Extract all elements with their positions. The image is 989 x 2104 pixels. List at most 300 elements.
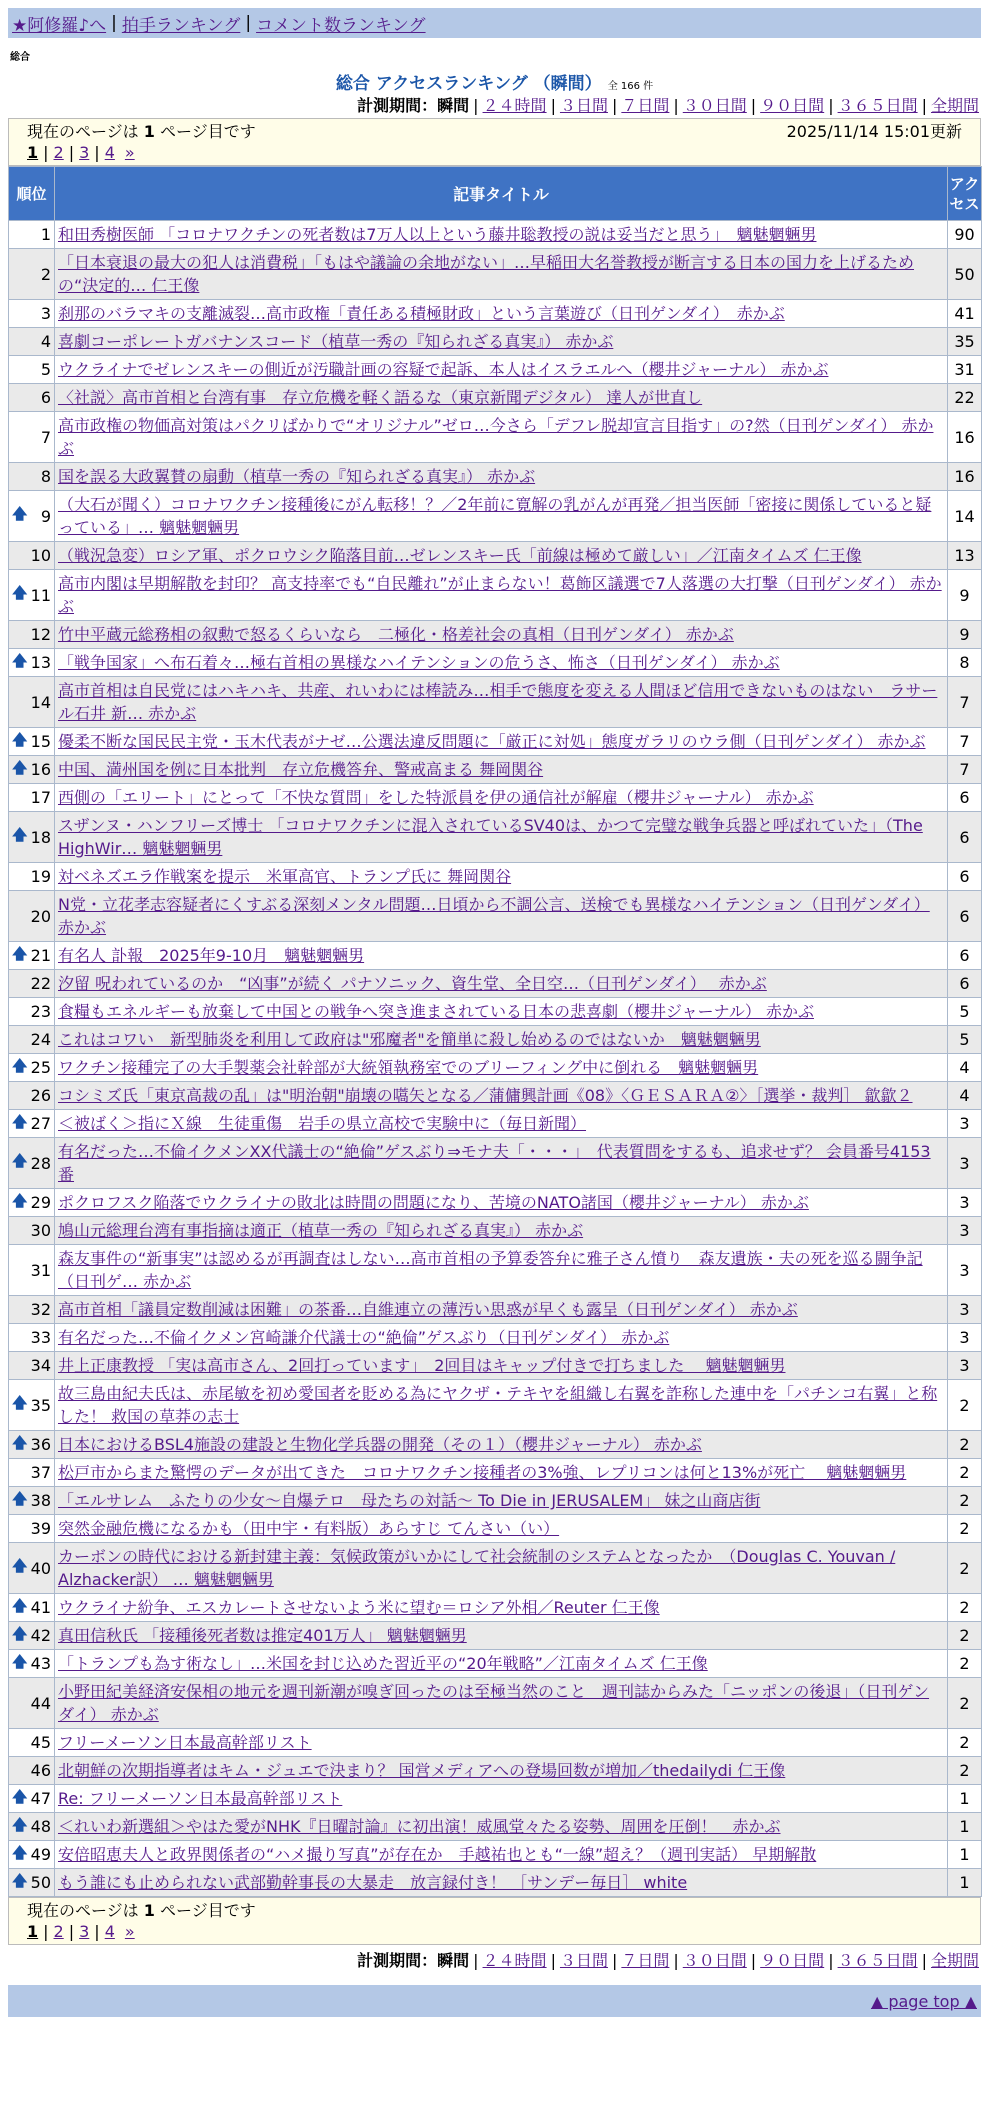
access-count: 7 bbox=[948, 677, 982, 728]
article-link[interactable]: 故三島由紀夫氏は、赤尾敏を初め愛国者を貶める為にヤクザ・テキヤを組織し右翼を詐称した連中を「パチンコ右翼」と称した！ 救国の草莽の志士 bbox=[58, 1384, 938, 1426]
title-cell bbox=[55, 384, 948, 412]
rank-cell bbox=[9, 998, 55, 1026]
article-link[interactable]: 食糧もエネルギーも放棄して中国との戦争へ突き進まされている日本の悲喜劇（櫻井ジャーナル） 赤かぶ bbox=[58, 1002, 814, 1021]
footer-bar bbox=[8, 1985, 981, 2017]
rank-cell bbox=[9, 1459, 55, 1487]
table-row bbox=[9, 1813, 982, 1841]
period-link-0[interactable]: ２４時間 bbox=[482, 96, 547, 115]
article-link[interactable]: 安倍昭恵夫人と政界関係者の“ハメ撮り写真”が存在か 手越祐也とも“一線”超え？（週刊実話） 早期解散 bbox=[58, 1845, 817, 1864]
up-arrow-icon: 🡅 bbox=[12, 1556, 28, 1575]
up-arrow-icon: 🡅 bbox=[12, 1393, 28, 1412]
access-count: 7 bbox=[948, 756, 982, 784]
rank-cell bbox=[9, 1245, 55, 1296]
pager-page-2[interactable]: 2 bbox=[53, 1922, 64, 1941]
article-link[interactable]: 高市首相「議員定数削減は困難」の茶番…自維連立の薄汚い思惑が早くも露呈（日刊ゲンダイ） 赤かぶ bbox=[58, 1300, 798, 1319]
access-count: 41 bbox=[948, 300, 982, 328]
rank-cell bbox=[9, 570, 55, 621]
period-selector-bottom bbox=[8, 1949, 981, 1973]
period-link-2[interactable]: ７日間 bbox=[621, 1951, 670, 1970]
rank-number: 3 bbox=[40, 304, 51, 323]
rank-cell bbox=[9, 1431, 55, 1459]
period-link-3[interactable]: ３０日間 bbox=[682, 96, 747, 115]
title-cell bbox=[55, 1841, 948, 1869]
article-link[interactable]: 真田信秋氏 「接種後死者数は推定401万人」 魑魅魍魎男 bbox=[58, 1626, 467, 1645]
title-cell bbox=[55, 891, 948, 942]
title-cell bbox=[55, 1785, 948, 1813]
period-link-1[interactable]: ３日間 bbox=[559, 1951, 608, 1970]
rank-number: 37 bbox=[30, 1463, 51, 1482]
article-link[interactable]: 刹那のバラマキの支離滅裂…高市政権「責任ある積極財政」という言葉遊び（日刊ゲンダイ） 赤かぶ bbox=[58, 304, 785, 323]
page-title-text: 総合 アクセスランキング （瞬間） bbox=[335, 74, 602, 94]
access-count: 6 bbox=[948, 812, 982, 863]
rank-number: 34 bbox=[30, 1356, 51, 1375]
access-count: 9 bbox=[948, 621, 982, 649]
rank-cell bbox=[9, 1487, 55, 1515]
article-link[interactable]: コシミズ氏「東京高裁の乱」は"明治朝"崩壊の嚆矢となる／蒲傭興計画《08》〈ＧＥＳＡＲＡ②〉［選挙・裁判］ 歙歙２ bbox=[58, 1086, 913, 1105]
rank-cell bbox=[9, 1650, 55, 1678]
access-count: 6 bbox=[948, 784, 982, 812]
article-link[interactable]: 有名だった…不倫イクメンXX代議士の“絶倫”ゲスぶり⇒モナ夫「・・・」 代表質問をするも、追求せず？ 会員番号4153番 bbox=[58, 1142, 931, 1184]
access-count: 7 bbox=[948, 728, 982, 756]
separator: | bbox=[611, 96, 618, 115]
up-arrow-icon: 🡅 bbox=[12, 758, 28, 776]
period-link-5[interactable]: ３６５日間 bbox=[837, 1951, 918, 1970]
rank-number: 6 bbox=[40, 388, 51, 407]
rank-number: 5 bbox=[40, 360, 51, 379]
title-cell bbox=[55, 621, 948, 649]
article-link[interactable]: 井上正康教授 「実は高市さん、2回打っています」 2回目はキャップ付きで打ちました 魑魅魍魎男 bbox=[58, 1356, 786, 1375]
up-arrow-icon: 🡅 bbox=[12, 1151, 28, 1170]
table-row bbox=[9, 1352, 982, 1380]
article-link[interactable]: 竹中平蔵元総務相の叙勲で怒るくらいなら 二極化・格差社会の真相（日刊ゲンダイ） 赤かぶ bbox=[58, 625, 734, 644]
access-count: 2 bbox=[948, 1757, 982, 1785]
table-row bbox=[9, 1650, 982, 1678]
access-count: 6 bbox=[948, 942, 982, 970]
period-link-0[interactable]: ２４時間 bbox=[482, 1951, 547, 1970]
title-cell bbox=[55, 300, 948, 328]
rank-cell bbox=[9, 1352, 55, 1380]
article-link[interactable]: （戦況急変）ロシア軍、ポクロウシク陥落目前…ゼレンスキー氏「前線は極めて厳しい」／江南タイムズ 仁王像 bbox=[58, 546, 862, 565]
article-link[interactable]: 小野田紀美経済安保相の地元を週刊新潮が嗅ぎ回ったのは至極当然のこと 週刊誌からみた「ニッポンの後退」（日刊ゲンダイ） 赤かぶ bbox=[58, 1682, 930, 1724]
rank-number: 31 bbox=[30, 1260, 51, 1280]
header-rank: 順位 bbox=[9, 167, 55, 221]
up-arrow-icon: 🡅 bbox=[12, 1843, 28, 1861]
rank-number: 20 bbox=[30, 906, 51, 926]
title-cell bbox=[55, 1054, 948, 1082]
period-current: 瞬間 bbox=[437, 1951, 470, 1970]
rank-number: 17 bbox=[30, 788, 51, 807]
rank-number: 11 bbox=[30, 585, 51, 605]
access-count: 4 bbox=[948, 1082, 982, 1110]
access-count: 2 bbox=[948, 1380, 982, 1431]
top-link-comment-ranking[interactable]: コメント数ランキング bbox=[256, 15, 426, 36]
title-cell bbox=[55, 649, 948, 677]
article-link[interactable]: もう誰にも止められない武部勤幹事長の大暴走 放言録付き！ ［サンデー毎日］ white bbox=[58, 1873, 688, 1892]
article-link[interactable]: 汐留 呪われているのか “凶事”が続く パナソニック、資生堂、全日空…（日刊ゲンダイ） 赤かぶ bbox=[58, 974, 767, 993]
pager-bottom: 1 | 2 | 3 | 4 » bbox=[27, 1922, 135, 1941]
rank-number: 8 bbox=[40, 467, 51, 486]
separator: | bbox=[611, 1951, 618, 1970]
article-link[interactable]: 森友事件の“新事実”は認めるが再調査はしない…高市首相の予算委答弁に雅子さん憤り 森友遺族・夫の死を巡る闘争記（日刊ゲ… 赤かぶ bbox=[58, 1249, 923, 1291]
up-arrow-icon: 🡅 bbox=[12, 651, 28, 669]
separator: | bbox=[673, 1951, 679, 1970]
article-link[interactable]: ＜被ばく＞指にＸ線 生徒重傷 岩手の県立高校で実験中に（毎日新聞） bbox=[58, 1114, 587, 1133]
separator: | bbox=[828, 96, 834, 115]
access-count: 2 bbox=[948, 1622, 982, 1650]
rank-number: 12 bbox=[30, 625, 51, 644]
period-link-3[interactable]: ３０日間 bbox=[682, 1951, 747, 1970]
title-cell bbox=[55, 1543, 948, 1594]
table-row bbox=[9, 1054, 982, 1082]
up-arrow-icon: 🡅 bbox=[12, 1433, 28, 1451]
top-link-ashura[interactable]: ★阿修羅♪へ bbox=[12, 15, 107, 36]
article-link[interactable]: 喜劇コーポレートガバナンスコード（植草一秀の『知られざる真実』） 赤かぶ bbox=[58, 332, 614, 351]
article-link[interactable]: 松戸市からまた驚愕のデータが出てきた コロナワクチン接種者の3%強、レプリコンは何と13%が死亡 魑魅魍魎男 bbox=[58, 1463, 907, 1482]
rank-number: 35 bbox=[30, 1395, 51, 1415]
article-link[interactable]: （大石が聞く）コロナワクチン接種後にがん転移！？／2年前に寛解の乳がんが再発／担当医師「密接に関係していると疑っている」… 魑魅魍魎男 bbox=[58, 495, 932, 537]
rank-cell bbox=[9, 891, 55, 942]
access-count: 6 bbox=[948, 863, 982, 891]
title-cell bbox=[55, 1138, 948, 1189]
table-row bbox=[9, 1324, 982, 1352]
separator: | bbox=[473, 96, 479, 115]
table-row bbox=[9, 1543, 982, 1594]
access-count: 3 bbox=[948, 1138, 982, 1189]
up-arrow-icon: 🡅 bbox=[12, 1596, 28, 1614]
article-link[interactable]: フリーメーソン日本最高幹部リスト bbox=[58, 1733, 312, 1752]
title-cell bbox=[55, 463, 948, 491]
access-count: 16 bbox=[948, 412, 982, 463]
rank-number: 33 bbox=[30, 1328, 51, 1347]
article-link[interactable]: 有名人 訃報 2025年9-10月 魑魅魍魎男 bbox=[58, 946, 365, 965]
title-cell bbox=[55, 1729, 948, 1757]
rank-cell bbox=[9, 812, 55, 863]
access-count: 3 bbox=[948, 1296, 982, 1324]
access-count: 2 bbox=[948, 1729, 982, 1757]
table-row bbox=[9, 1622, 982, 1650]
article-link[interactable]: 国を誤る大政翼賛の扇動（植草一秀の『知られざる真実』） 赤かぶ bbox=[58, 467, 536, 486]
rank-number: 14 bbox=[30, 692, 51, 712]
separator: | bbox=[828, 1951, 834, 1970]
article-link[interactable]: 高市政権の物価高対策はパクリばかりで“オリジナル”ゼロ…今さら「デフレ脱却宣言目指す」の?然（日刊ゲンダイ） 赤かぶ bbox=[58, 416, 934, 458]
title-cell bbox=[55, 412, 948, 463]
period-current: 瞬間 bbox=[437, 96, 470, 115]
article-link[interactable]: スザンヌ・ハンフリーズ博士 「コロナワクチンに混入されているSV40は、かつて完璧な戦争兵器と呼ばれていた」（The HighWir… 魑魅魍魎男 bbox=[58, 816, 923, 858]
up-arrow-icon: 🡅 bbox=[12, 504, 28, 523]
rank-number: 26 bbox=[30, 1086, 51, 1105]
up-arrow-icon: 🡅 bbox=[12, 583, 28, 602]
table-row bbox=[9, 942, 982, 970]
title-cell bbox=[55, 1431, 948, 1459]
access-count: 5 bbox=[948, 1026, 982, 1054]
title-cell bbox=[55, 998, 948, 1026]
title-cell bbox=[55, 677, 948, 728]
access-count: 2 bbox=[948, 1650, 982, 1678]
title-cell bbox=[55, 1324, 948, 1352]
rank-cell bbox=[9, 1296, 55, 1324]
pager-page-3[interactable]: 3 bbox=[79, 143, 90, 162]
ranking-table bbox=[8, 166, 982, 1897]
table-row bbox=[9, 463, 982, 491]
rank-cell bbox=[9, 649, 55, 677]
rank-number: 42 bbox=[30, 1626, 51, 1645]
pager-page-4[interactable]: 4 bbox=[104, 143, 115, 162]
table-row bbox=[9, 300, 982, 328]
table-row bbox=[9, 1594, 982, 1622]
article-link[interactable]: ＜れいわ新選組＞やはた愛がNHK『日曜討論』に初出演！威風堂々たる姿勢、周囲を圧倒！ 赤かぶ bbox=[58, 1817, 781, 1836]
article-link[interactable]: 有名だった…不倫イクメン宮崎謙介代議士の“絶倫”ゲスぶり（日刊ゲンダイ） 赤かぶ bbox=[58, 1328, 670, 1347]
access-count: 2 bbox=[948, 1515, 982, 1543]
title-cell bbox=[55, 812, 948, 863]
table-row bbox=[9, 1245, 982, 1296]
rank-cell bbox=[9, 1515, 55, 1543]
article-link[interactable]: 和田秀樹医師 「コロナワクチンの死者数は7万人以上という藤井聡教授の説は妥当だと思う」 魑魅魍魎男 bbox=[58, 225, 817, 244]
title-cell bbox=[55, 1110, 948, 1138]
rank-cell bbox=[9, 1594, 55, 1622]
title-cell bbox=[55, 328, 948, 356]
table-row bbox=[9, 542, 982, 570]
table-row bbox=[9, 621, 982, 649]
rank-number: 7 bbox=[40, 427, 51, 447]
rank-number: 10 bbox=[30, 546, 51, 565]
separator: | bbox=[550, 1951, 556, 1970]
title-cell bbox=[55, 1189, 948, 1217]
rank-number: 39 bbox=[30, 1519, 51, 1538]
rank-number: 2 bbox=[40, 264, 51, 284]
article-link[interactable]: 高市内閣は早期解散を封印？ 高支持率でも“自民離れ”が止まらない！葛飾区議選で7人落選の大打撃（日刊ゲンダイ） 赤かぶ bbox=[58, 574, 942, 616]
rank-number: 13 bbox=[30, 653, 51, 672]
title-cell bbox=[55, 1813, 948, 1841]
rank-number: 25 bbox=[30, 1058, 51, 1077]
access-count: 14 bbox=[948, 491, 982, 542]
rank-number: 47 bbox=[30, 1789, 51, 1808]
period-link-4[interactable]: ９０日間 bbox=[760, 96, 825, 115]
access-count: 31 bbox=[948, 356, 982, 384]
page-top-link[interactable]: ▲ page top ▲ bbox=[870, 1991, 977, 2011]
title-cell bbox=[55, 1622, 948, 1650]
separator: | bbox=[473, 1951, 479, 1970]
table-row bbox=[9, 1189, 982, 1217]
access-count: 35 bbox=[948, 328, 982, 356]
top-link-applause-ranking[interactable]: 拍手ランキング bbox=[121, 15, 241, 36]
article-link[interactable]: ウクライナでゼレンスキーの側近が汚職計画の容疑で起訴、本人はイスラエルへ（櫻井ジャーナル） 赤かぶ bbox=[58, 360, 829, 379]
article-link[interactable]: 優柔不断な国民民主党・玉木代表がナゼ…公選法違反問題に「厳正に対処」態度ガラリのウラ側（日刊ゲンダイ） 赤かぶ bbox=[58, 732, 926, 751]
rank-cell bbox=[9, 621, 55, 649]
separator: | bbox=[550, 96, 556, 115]
rank-number: 4 bbox=[40, 332, 51, 351]
rank-cell bbox=[9, 942, 55, 970]
up-arrow-icon: 🡅 bbox=[12, 1056, 28, 1074]
rank-number: 45 bbox=[30, 1733, 51, 1752]
rank-cell bbox=[9, 1380, 55, 1431]
article-link[interactable]: ポクロフスク陥落でウクライナの敗北は時間の問題になり、苦境のNATO諸国（櫻井ジャーナル） 赤かぶ bbox=[58, 1193, 809, 1212]
period-label: 計測期間： bbox=[357, 96, 438, 115]
rank-number: 38 bbox=[30, 1491, 51, 1510]
article-link[interactable]: 鳩山元総理台湾有事指摘は適正（植草一秀の『知られざる真実』） 赤かぶ bbox=[58, 1221, 584, 1240]
rank-number: 49 bbox=[30, 1845, 51, 1864]
page-info-box-bottom bbox=[8, 1897, 981, 1945]
title-cell bbox=[55, 1515, 948, 1543]
table-row bbox=[9, 1138, 982, 1189]
rank-cell bbox=[9, 491, 55, 542]
rank-cell bbox=[9, 1678, 55, 1729]
period-link-1[interactable]: ３日間 bbox=[559, 96, 608, 115]
table-row bbox=[9, 677, 982, 728]
pager-page-2[interactable]: 2 bbox=[53, 143, 64, 162]
access-count: 3 bbox=[948, 1189, 982, 1217]
pager-next[interactable]: » bbox=[124, 143, 135, 162]
title-cell bbox=[55, 1869, 948, 1897]
rank-cell bbox=[9, 1217, 55, 1245]
separator: | bbox=[245, 13, 252, 33]
rank-number: 30 bbox=[30, 1221, 51, 1240]
rank-number: 36 bbox=[30, 1435, 51, 1454]
article-link[interactable]: 高市首相は自民党にはハキハキ、共産、れいわには棒読み…相手で態度を変える人間ほど信用できないものはない ラサール石井 新… 赤かぶ bbox=[58, 681, 938, 723]
access-count: 2 bbox=[948, 1487, 982, 1515]
period-link-5[interactable]: ３６５日間 bbox=[837, 96, 918, 115]
table-row bbox=[9, 1729, 982, 1757]
access-count: 6 bbox=[948, 970, 982, 998]
current-page-text-bottom: 現在のページは 1 ページ目です bbox=[27, 1901, 256, 1920]
period-link-6[interactable]: 全期間 bbox=[930, 96, 979, 115]
article-link[interactable]: N党・立花孝志容疑者にくすぶる深刻メンタル問題…日頃から不調公言、送検でも異様なハイテンション（日刊ゲンダイ） 赤かぶ bbox=[58, 895, 930, 937]
article-link[interactable]: 突然金融危機になるかも（田中宇・有料版）あらすじ てんさい（い） bbox=[58, 1519, 560, 1538]
table-row bbox=[9, 412, 982, 463]
header-title: 記事タイトル bbox=[55, 167, 948, 221]
period-link-4[interactable]: ９０日間 bbox=[760, 1951, 825, 1970]
rank-cell bbox=[9, 1757, 55, 1785]
access-count: 13 bbox=[948, 542, 982, 570]
rank-cell bbox=[9, 863, 55, 891]
period-link-2[interactable]: ７日間 bbox=[621, 96, 670, 115]
total-count: 全 166 件 bbox=[607, 81, 654, 92]
article-link[interactable]: 「エルサレム ふたりの少女～自爆テロ 母たちの対話～ To Die in JERUSALEM」 妹之山商店街 bbox=[58, 1491, 761, 1510]
rank-number: 48 bbox=[30, 1817, 51, 1836]
current-page-text: 現在のページは 1 ページ目です bbox=[27, 122, 256, 141]
rank-cell bbox=[9, 1841, 55, 1869]
access-count: 1 bbox=[948, 1841, 982, 1869]
table-row bbox=[9, 1678, 982, 1729]
access-count: 3 bbox=[948, 1245, 982, 1296]
article-link[interactable]: カーボンの時代における新封建主義：気候政策がいかにして社会統制のシステムとなったか （Douglas C. Youvan / Alzhacker訳） … 魑魅魍魎男 bbox=[58, 1547, 896, 1589]
article-link[interactable]: 「日本衰退の最大の犯人は消費税」「もはや議論の余地がない」…早稲田大名誉教授が断言する日本の国力を上げるための“決定的… 仁王像 bbox=[58, 253, 915, 295]
article-link[interactable]: 西側の「エリート」にとって「不快な質問」をした特派員を伊の通信社が解雇（櫻井ジャーナル） 赤かぶ bbox=[58, 788, 814, 807]
rank-cell bbox=[9, 1729, 55, 1757]
rank-cell bbox=[9, 1082, 55, 1110]
pager-next[interactable]: » bbox=[124, 1922, 135, 1941]
table-row bbox=[9, 1757, 982, 1785]
article-link[interactable]: 〈社説〉高市首相と台湾有事 存立危機を軽く語るな（東京新聞デジタル） 達人が世直し bbox=[58, 388, 703, 407]
table-row bbox=[9, 891, 982, 942]
article-link[interactable]: ウクライナ紛争、エスカレートさせないよう米に望む＝ロシア外相／Reuter 仁王像 bbox=[58, 1598, 660, 1617]
access-count: 8 bbox=[948, 649, 982, 677]
access-count: 1 bbox=[948, 1869, 982, 1897]
rank-number: 15 bbox=[30, 732, 51, 751]
table-row bbox=[9, 1869, 982, 1897]
article-link[interactable]: 日本におけるBSL4施設の建設と生物化学兵器の開発（その１）（櫻井ジャーナル） 赤かぶ bbox=[58, 1435, 702, 1454]
up-arrow-icon: 🡅 bbox=[12, 1787, 28, 1805]
access-count: 4 bbox=[948, 1054, 982, 1082]
title-cell bbox=[55, 1245, 948, 1296]
title-cell bbox=[55, 1594, 948, 1622]
rank-cell bbox=[9, 300, 55, 328]
table-row bbox=[9, 784, 982, 812]
title-cell bbox=[55, 1678, 948, 1729]
rank-number: 43 bbox=[30, 1654, 51, 1673]
updated-timestamp: 2025/11/14 15:01更新 bbox=[786, 122, 962, 141]
title-cell bbox=[55, 1352, 948, 1380]
rank-number: 50 bbox=[30, 1873, 51, 1892]
rank-number: 23 bbox=[30, 1002, 51, 1021]
table-row bbox=[9, 1380, 982, 1431]
table-row bbox=[9, 221, 982, 249]
rank-cell bbox=[9, 249, 55, 300]
title-cell bbox=[55, 1650, 948, 1678]
table-row bbox=[9, 970, 982, 998]
period-label: 計測期間： bbox=[357, 1951, 438, 1970]
period-link-6[interactable]: 全期間 bbox=[930, 1951, 979, 1970]
article-link[interactable]: 「戦争国家」へ布石着々…極右首相の異様なハイテンションの危うさ、怖さ（日刊ゲンダイ） 赤かぶ bbox=[58, 653, 780, 672]
access-count: 9 bbox=[948, 570, 982, 621]
period-selector-top bbox=[8, 94, 981, 118]
rank-number: 1 bbox=[40, 225, 51, 244]
title-cell bbox=[55, 1296, 948, 1324]
table-row bbox=[9, 812, 982, 863]
title-cell bbox=[55, 942, 948, 970]
table-row bbox=[9, 570, 982, 621]
rank-number: 24 bbox=[30, 1030, 51, 1049]
pager-page-3[interactable]: 3 bbox=[79, 1922, 90, 1941]
pager-page-4[interactable]: 4 bbox=[104, 1922, 115, 1941]
rank-cell bbox=[9, 328, 55, 356]
access-count: 2 bbox=[948, 1594, 982, 1622]
article-link[interactable]: 「トランプも為す術なし」…米国を封じ込めた習近平の“20年戦略”／江南タイムズ 仁王像 bbox=[58, 1654, 708, 1673]
rank-cell bbox=[9, 1324, 55, 1352]
article-link[interactable]: 北朝鮮の次期指導者はキム・ジュエで決まり？ 国営メディアへの登場回数が増加／thedailydi 仁王像 bbox=[58, 1761, 786, 1780]
title-cell bbox=[55, 221, 948, 249]
rank-cell bbox=[9, 1138, 55, 1189]
rank-cell bbox=[9, 1622, 55, 1650]
up-arrow-icon: 🡅 bbox=[12, 1815, 28, 1833]
article-link[interactable]: 対ベネズエラ作戦案を提示 米軍高官、トランプ氏に 舞岡関谷 bbox=[58, 867, 512, 886]
article-link[interactable]: 中国、満州国を例に日本批判 存立危機答弁、警戒高まる 舞岡関谷 bbox=[58, 760, 544, 779]
access-count: 16 bbox=[948, 463, 982, 491]
access-count: 3 bbox=[948, 1217, 982, 1245]
article-link[interactable]: これはコワい 新型肺炎を利用して政府は"邪魔者"を簡単に殺し始めるのではないか 魑魅魍魎男 bbox=[58, 1030, 761, 1049]
article-link[interactable]: Re: フリーメーソン日本最高幹部リスト bbox=[58, 1789, 343, 1808]
rank-number: 21 bbox=[30, 946, 51, 965]
article-link[interactable]: ワクチン接種完了の大手製薬会社幹部が大統領執務室でのブリーフィング中に倒れる 魑魅魍魎男 bbox=[58, 1058, 759, 1077]
table-row bbox=[9, 863, 982, 891]
title-cell bbox=[55, 1459, 948, 1487]
rank-cell bbox=[9, 728, 55, 756]
table-row bbox=[9, 249, 982, 300]
access-count: 3 bbox=[948, 1324, 982, 1352]
up-arrow-icon: 🡅 bbox=[12, 730, 28, 748]
title-cell bbox=[55, 491, 948, 542]
title-cell bbox=[55, 1026, 948, 1054]
title-cell bbox=[55, 249, 948, 300]
access-count: 2 bbox=[948, 1678, 982, 1729]
top-nav-bar bbox=[8, 8, 981, 38]
access-count: 22 bbox=[948, 384, 982, 412]
rank-cell bbox=[9, 756, 55, 784]
title-cell bbox=[55, 1487, 948, 1515]
table-row bbox=[9, 1217, 982, 1245]
rank-cell bbox=[9, 1785, 55, 1813]
up-arrow-icon: 🡅 bbox=[12, 1871, 28, 1889]
rank-cell bbox=[9, 412, 55, 463]
